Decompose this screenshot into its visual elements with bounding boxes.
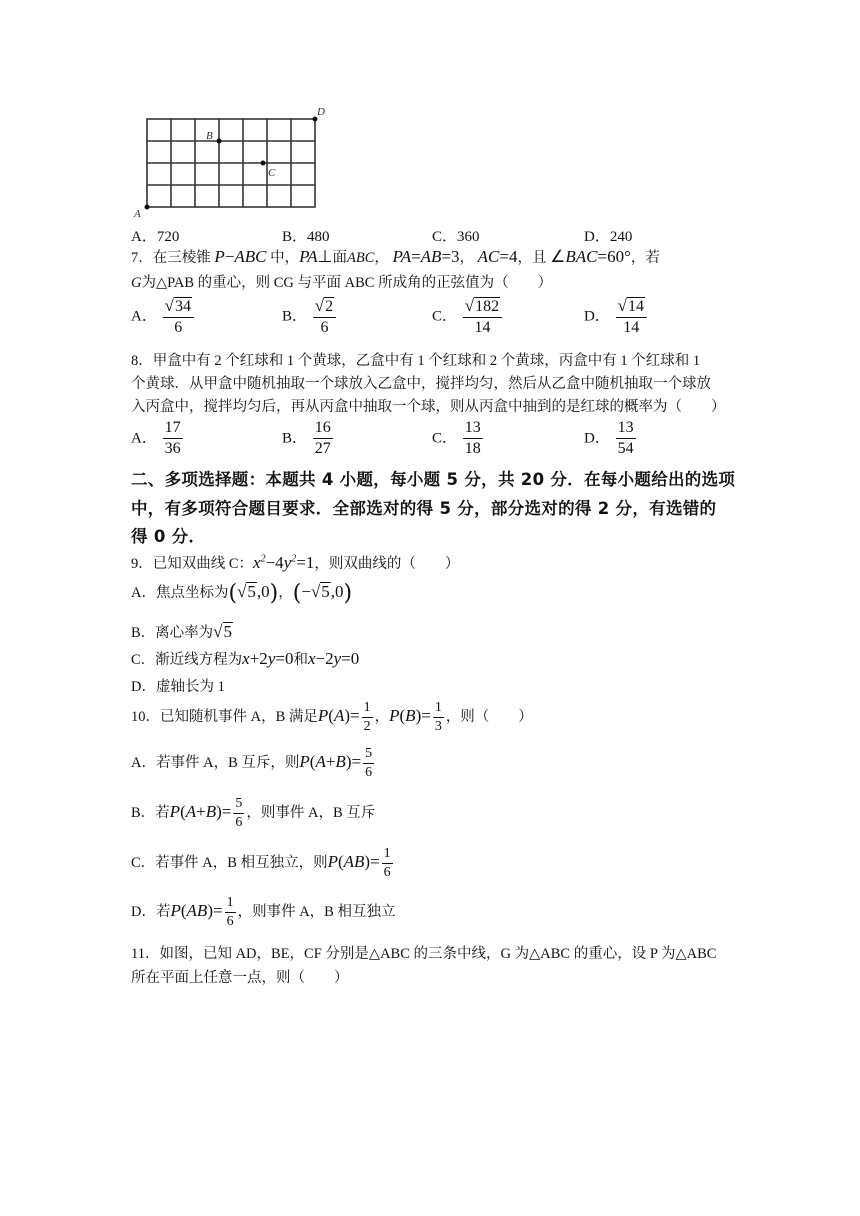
q7-option-a: A． $\frac{√34}{6}$ [131, 296, 196, 338]
q9-option-b: B．离心率为√5 [131, 622, 233, 641]
q10-option-c: C．若事件 A，B 相互独立，则P(AB)= $\frac{1}{6}$ [131, 846, 391, 881]
q8-stem-line3: 入丙盒中，搅拌均匀后，再从丙盒中抽取一个球，则从丙盒中抽到的是红球的概率为（ ） [131, 399, 726, 415]
q7-option-c: C． $\frac{√182}{14}$ [432, 296, 504, 338]
q10-stem: 10．已知随机事件 A，B 满足P(A)= $\frac{1}{2}$ ，P(B)= $\frac{1}{3}$ ，则（ ） [131, 700, 533, 735]
q7-stem-line2: G为△PAB 的重心，则 CG 与平面 ABC 所成角的正弦值为（ ） [131, 275, 553, 291]
q6-option-d: D．240 [584, 229, 633, 245]
q9-option-c: C．渐近线方程为x+2y=0和x−2y=0 [131, 649, 360, 668]
q9-option-d: D．虚轴长为 1 [131, 679, 225, 695]
q8-stem-line1: 8．甲盒中有 2 个红球和 1 个黄球，乙盒中有 1 个红球和 2 个黄球，丙盒中有 1 个红球和 1 [131, 353, 701, 369]
q6-option-a: A．720 [131, 229, 180, 245]
q10-option-a: A．若事件 A，B 互斥，则P(A+B)= $\frac{5}{6}$ [131, 746, 373, 781]
section2-heading-line2: 中，有多项符合题目要求．全部选对的得 5 分，部分选对的得 2 分，有选错的 [131, 499, 717, 518]
q6-option-c: C．360 [432, 229, 480, 245]
q8-option-b: B． $\frac{16}{27}$ [282, 419, 331, 458]
q10-option-b: B．若P(A+B)= $\frac{5}{6}$ ，则事件 A，B 互斥 [131, 796, 376, 831]
q11-stem-line2: 所在平面上任意一点，则（ ） [131, 970, 349, 986]
q9-stem: 9．已知双曲线 C：$x^2-4y^2=1$，则双曲线的（ ） [131, 553, 460, 572]
q7-option-d: D． $\frac{√14}{14}$ [584, 296, 649, 338]
grid-label-c: C [268, 167, 276, 179]
q6-option-b: B．480 [282, 229, 330, 245]
q8-option-c: C． $\frac{13}{18}$ [432, 419, 481, 458]
q8-option-d: D． $\frac{13}{54}$ [584, 419, 634, 458]
q10-option-d: D．若P(AB)= $\frac{1}{6}$ ，则事件 A，B 相互独立 [131, 895, 396, 930]
section2-heading-line3: 得 0 分． [131, 527, 206, 546]
grid-label-a: A [134, 208, 141, 220]
q8-option-a: A． $\frac{17}{36}$ [131, 419, 181, 458]
grid-label-d: D [317, 106, 325, 118]
q11-stem-line1: 11．如图，已知 AD，BE，CF 分别是△ABC 的三条中线，G 为△ABC 的重心，设 P 为△ABC [131, 946, 717, 962]
q7-stem-line1: 7．在三棱锥 P−ABC 中，PA⊥面ABC， PA=AB=3， AC=4，且 ∠BAC=60°，若 [131, 247, 660, 266]
grid-label-b: B [206, 130, 213, 142]
q7-option-b: B． $\frac{√2}{6}$ [282, 296, 338, 338]
q9-option-a: A．焦点坐标为(√5,0)，(−√5,0) [131, 581, 353, 607]
q8-stem-line2: 个黄球．从甲盒中随机抽取一个球放入乙盒中，搅拌均匀，然后从乙盒中随机抽取一个球放 [131, 376, 711, 392]
section2-heading-line1: 二、多项选择题：本题共 4 小题，每小题 5 分，共 20 分．在每小题给出的选项 [131, 470, 736, 489]
grid-figure [128, 100, 328, 220]
